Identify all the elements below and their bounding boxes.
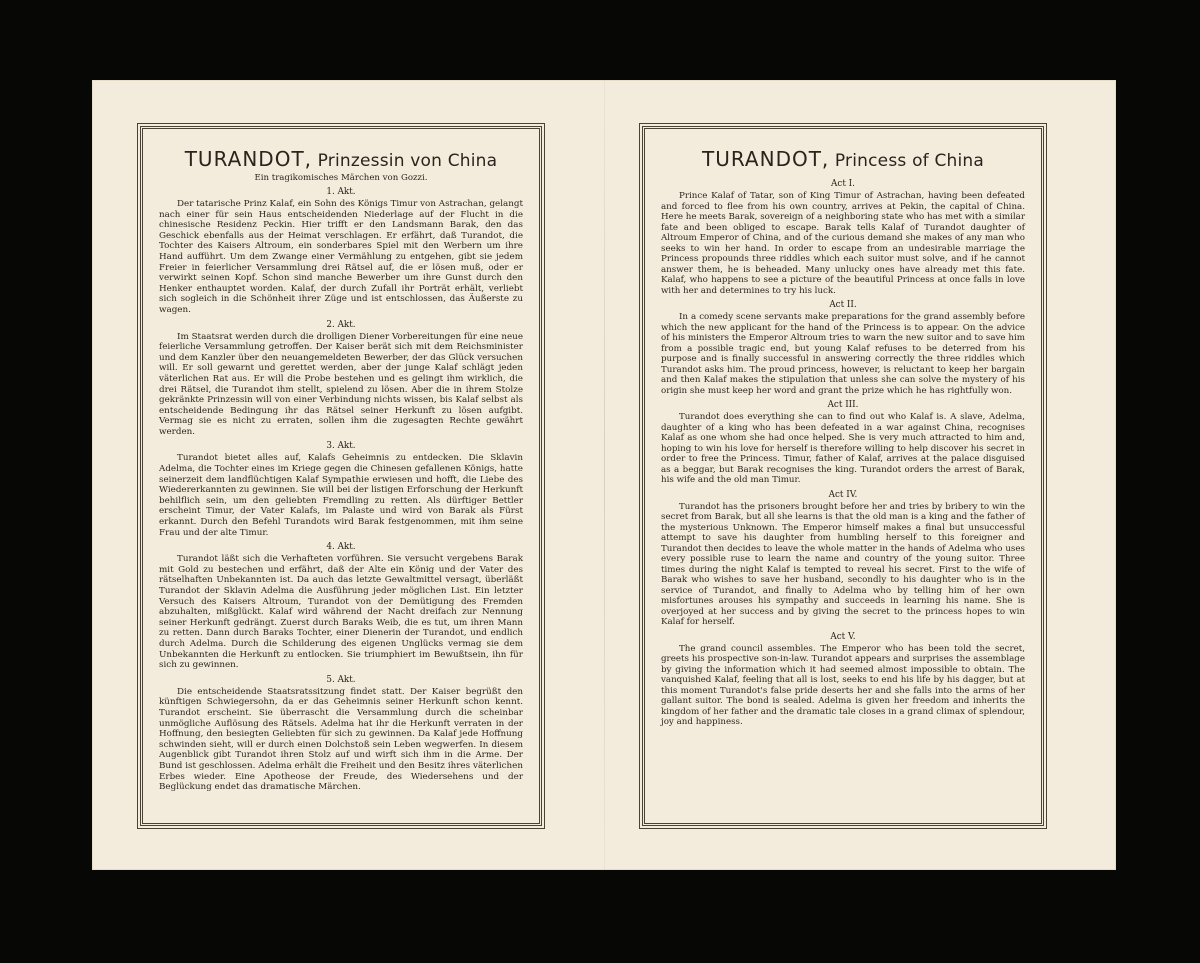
german-act-3-text: Turandot bietet alles auf, Kalafs Geheimnis zu entdecken. Die Sklavin Adelma, die Tochter eines im Kriege gegen die Chinesen gefallenen Königs, hatte seinerzeit dem landflüchtigen Kalaf Sympathie erwiesen und hofft, die Liebe des Wiedererkannten zu gewinnen. Sie will bei der listigen Erforschung der Herkunft behilflich sein, um den geliebten Fremdling zu retten. Als dürftiger Bettler erscheint Timur, der Vater Kalafs, im Palaste und wird von Barak als Fürst erkannt. Durch den Befehl Turandots wird Barak festgenommen, mit ihm seine Frau und der alte Timur. bbox=[159, 453, 523, 538]
german-act-4-text: Turandot läßt sich die Verhafteten vorführen. Sie versucht vergebens Barak mit Gold zu bestechen und erfährt, daß der Alte ein König und der Vater des rätselhaften Unbekannten ist. Da auch das letzte Gewaltmittel versagt, überläßt Turandot der Sklavin Adelma die Ausführung jeder möglichen List. Ein letzter Versuch des Kaisers Altroum, Turandot von der Demütigung des Fremden abzuhalten, mißglückt. Kalaf wird während der Nacht dreifach zur Nennung seiner Herkunft gedrängt. Zuerst durch Baraks Weib, die es tut, um ihren Mann zu retten. Dann durch Baraks Tochter, einer Dienerin der Turandot, und endlich durch Adelma. Durch die Schilderung des eigenen Unglücks vermag sie dem Unbekannten die Herkunft zu entlocken. Sie triumphiert im Bewußtsein, ihn für sich zu gewinnen. bbox=[159, 554, 523, 671]
english-act-3-heading: Act III. bbox=[827, 400, 859, 410]
german-title-rest: Prinzessin von China bbox=[312, 151, 498, 171]
german-act-1-heading: 1. Akt. bbox=[326, 187, 356, 197]
german-act-2-heading: 2. Akt. bbox=[326, 319, 356, 330]
german-panel bbox=[140, 126, 542, 826]
german-act-3-heading: 3. Akt. bbox=[326, 441, 356, 452]
english-title-rest: Princess of China bbox=[829, 151, 985, 171]
english-title-main: TURANDOT, bbox=[701, 147, 830, 171]
english-act-4-text: Turandot has the prisoners brought before her and tries by bribery to win the secret from Barak, but all she learns is that the old man is a king and the father of the mysterious Unknown. The Emperor himself makes a final but unsuccessful attempt to save his daughter from humbling herself to this foreigner and Turandot then decides to leave the whole matter in the hands of Adelma who uses every possible ruse to learn the name and country of the young suitor. Three times during the night Kalaf is tempted to reveal his secret. First to the wife of Barak who wishes to save her husband, secondly to his daughter who is in the service of Turandot, and finally to Adelma who by telling him of her own misfortunes arouses his sympathy and succeeds in learning his name. She is overjoyed at her success and by giving the secret to the princess hopes to win Kalaf for herself. bbox=[661, 501, 1025, 627]
german-title bbox=[159, 147, 523, 171]
english-act-2-heading: Act II. bbox=[829, 300, 857, 310]
program-sheet bbox=[92, 80, 1116, 870]
english-title bbox=[661, 147, 1025, 171]
english-act-1-heading: Act I. bbox=[831, 179, 855, 189]
german-act-1-text: Der tatarische Prinz Kalaf, ein Sohn des Königs Timur von Astrachan, gelangt nach einer für sein Haus entscheidenden Niederlage auf der Flucht in die chinesische Residenz Peckin. Hier trifft er den Landsmann Barak, den das Geschick ebenfalls aus der Heimat verschlagen. Er erfährt, daß Turandot, die Tochter des Kaisers Altroum, ein sonderbares Spiel mit den Werbern um ihre Hand aufführt. Um dem Zwange einer Vermählung zu entgehen, gibt sie jedem Freier in feierlicher Versammlung drei Rätsel auf, die er lösen muß, oder er verwirkt seinen Kopf. Schon sind manche Bewerber um ihre Gunst durch den Henker enthauptet worden. Kalaf, der durch Zufall ihr Porträt erhält, verliebt sich sogleich in die Schönheit ihrer Züge und ist entschlossen, das Äußerste zu wagen. bbox=[159, 199, 523, 315]
german-act-5-heading: 5. Akt. bbox=[326, 674, 356, 685]
english-act-3-text: Turandot does everything she can to find out who Kalaf is. A slave, Adelma, daughter of a king who has been defeated in a war against China, recognises Kalaf as one whom she had once helped. She is very much attracted to him and, hoping to win his love for herself is therefore willing to help discover his secret in order to free the Princess. Timur, father of Kalaf, arrives at the palace disguised as a beggar, but Barak recognises the king. Turandot orders the arrest of Barak, his wife and the old man Timur. bbox=[661, 412, 1025, 485]
german-act-4-heading: 4. Akt. bbox=[326, 542, 356, 553]
english-act-2-text: In a comedy scene servants make preparations for the grand assembly before which the new applicant for the hand of the Princess is to appear. On the advice of his ministers the Emperor Altroum tries to warn the new suitor and to save him from a possible tragic end, but young Kalaf refuses to be deterred from his purpose and is finally successful in answering correctly the three riddles which Turandot asks him. The proud princess, however, is reluctant to keep her bargain and then Kalaf makes the stipulation that unless she can solve the mystery of his origin she must keep her word and grant the prize which he has rightfully won. bbox=[661, 312, 1025, 396]
german-act-5-text: Die entscheidende Staatsratssitzung findet statt. Der Kaiser begrüßt den künftigen Schwiegersohn, da er das Geheimnis seiner Herkunft schon kennt. Turandot erscheint. Sie überrascht die Versammlung durch die scheinbar unmögliche Auflösung des Rätsels. Adelma hat ihr die Herkunft verraten in der Hoffnung, den besiegten Geliebten für sich zu gewinnen. Da Kalaf jede Hoffnung schwinden sieht, will er durch einen Dolchstoß sein Leben wegwerfen. In diesem Augenblick gibt Turandot ihren Stolz auf und wirft sich ihm in die Arme. Der Bund ist geschlossen. Adelma erhält die Freiheit und den Besitz ihres väterlichen Erbes wieder. Eine Apotheose der Freude, des Wiedersehens und der Beglückung endet das dramatische Märchen. bbox=[159, 686, 523, 793]
english-act-5-heading: Act V. bbox=[830, 631, 856, 642]
english-act-5-text: The grand council assembles. The Emperor who has been told the secret, greets his prospective son-in-law. Turandot appears and surprises the assemblage by giving the information which it had seemed almost impossible to obtain. The vanquished Kalaf, feeling that all is lost, seeks to end his life by his dagger, but at this moment Turandot's false pride deserts her and she falls into the arms of her gallant suitor. The bond is sealed. Adelma is given her freedom and inherits the kingdom of her father and the dramatic tale closes in a grand climax of splendour, joy and happiness. bbox=[661, 643, 1025, 727]
center-fold bbox=[604, 80, 605, 870]
english-panel bbox=[642, 126, 1044, 826]
german-title-main: TURANDOT, bbox=[184, 147, 313, 171]
german-subtitle: Ein tragikomisches Märchen von Gozzi. bbox=[254, 173, 428, 183]
english-act-1-text: Prince Kalaf of Tatar, son of King Timur of Astrachan, having been defeated and forced to flee from his own country, arrives at Pekin, the capital of China. Here he meets Barak, sovereign of a neighboring state who has met with a similar fate and been obliged to escape. Barak tells Kalaf of Turandot daughter of Altroum Emperor of China, and of the curious demand she makes of any man who seeks to win her hand. In order to escape from an undesirable marriage the Princess propounds three riddles which each suitor must solve, and if he cannot answer them, he is beheaded. Many unlucky ones have already met this fate. Kalaf, who happens to see a picture of the beautiful Princess at once falls in love with her and determines to try his luck. bbox=[661, 191, 1025, 296]
english-act-4-heading: Act IV. bbox=[828, 489, 858, 500]
german-act-2-text: Im Staatsrat werden durch die drolligen Diener Vorbereitungen für eine neue feierliche Versammlung getroffen. Der Kaiser berät sich mit dem Reichsminister und dem Kanzler über den neuangemeldeten Bewerber, der das Glück versuchen will. Er soll gewarnt und gerettet werden, aber der junge Kalaf schlägt jeden väterlichen Rat aus. Er will die Probe bestehen und es gelingt ihm wirklich, die drei Rätsel, die Turandot ihm stellt, spielend zu lösen. Aber die in ihrem Stolze gekränkte Prinzessin will von einer Verbindung nichts wissen, bis Kalaf selbst als entscheidende Bedingung ihr das Rätsel seiner Herkunft zu lösen aufgibt. Vermag sie es nicht zu erraten, sollen ihm die zugesagten Rechte gewährt werden. bbox=[159, 331, 523, 437]
